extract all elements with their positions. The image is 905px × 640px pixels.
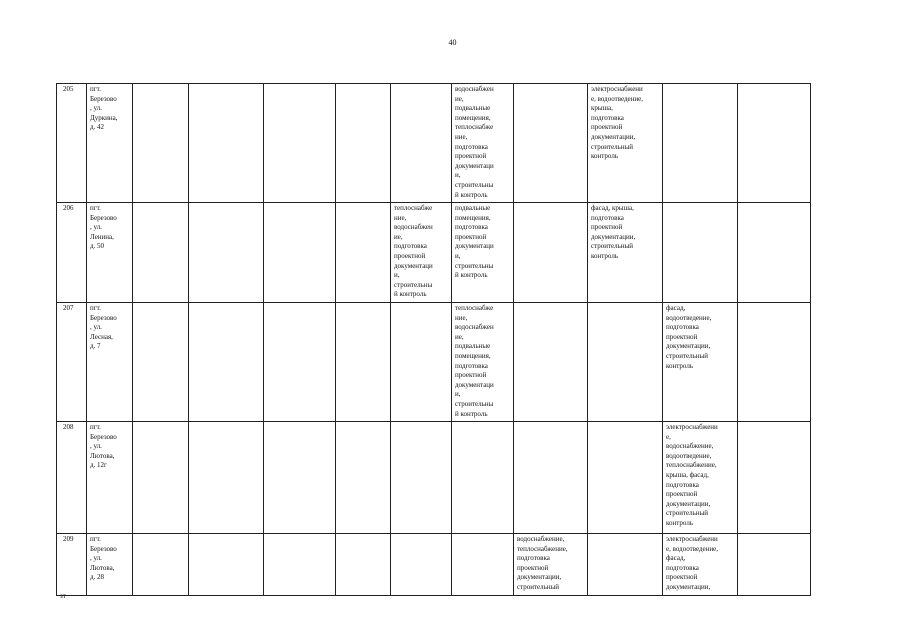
footer-mark: зт: [60, 592, 66, 600]
work-cell: [336, 203, 391, 303]
work-cell: [264, 422, 336, 534]
work-cell: [189, 422, 264, 534]
work-cell: [452, 303, 514, 422]
row-number-cell: 205: [57, 84, 87, 203]
work-cell: [133, 203, 189, 303]
work-cell: [663, 422, 738, 534]
page-number: 40: [448, 38, 457, 47]
work-cell: [189, 303, 264, 422]
work-cell: [336, 534, 391, 596]
address-cell: [87, 303, 133, 422]
work-cell: [514, 84, 588, 203]
work-cell: [391, 534, 452, 596]
work-cell: [514, 303, 588, 422]
work-cell: [336, 84, 391, 203]
work-text: теплоснабже ние, водоснабжен ие, подготовка проектной документаци и, строительны й контроль: [394, 204, 433, 299]
work-cell: [738, 303, 811, 422]
address-cell: [87, 203, 133, 303]
work-cell: [336, 303, 391, 422]
address-text: пгт. Березово , ул. Лютова, д. 28: [90, 535, 117, 582]
repair-schedule-table: [56, 83, 811, 596]
work-cell: [336, 422, 391, 534]
work-cell: [264, 203, 336, 303]
work-cell: [514, 534, 588, 596]
work-text: фасад, водоотведение, подготовка проектной документации, строительный контроль: [666, 304, 712, 370]
work-text: фасад, крыша, подготовка проектной документации, строительный контроль: [591, 204, 636, 260]
work-cell: [663, 203, 738, 303]
row-number-cell: 207: [57, 303, 87, 422]
work-cell: [738, 84, 811, 203]
work-text: электроснабжени е, водоотведение, фасад, подготовка проектной документации,: [666, 535, 718, 591]
work-cell: [452, 422, 514, 534]
work-text: электроснабжени е, водоснабжение, водоотведение, теплоснабжение, крыша, фасад, подготовка проектной документации, строительный контроль: [666, 423, 718, 527]
work-text: подвальные помещения, подготовка проектной документаци и, строительны й контроль: [455, 204, 494, 280]
work-cell: [133, 534, 189, 596]
address-cell: [87, 84, 133, 203]
work-cell: [391, 422, 452, 534]
work-cell: [264, 534, 336, 596]
work-cell: [514, 203, 588, 303]
work-text: водоснабжение, теплоснабжение, подготовка проектной документации, строительный: [517, 535, 568, 591]
row-number-cell: 209: [57, 534, 87, 596]
work-cell: [588, 203, 663, 303]
work-cell: [133, 422, 189, 534]
work-cell: [189, 203, 264, 303]
work-cell: [452, 534, 514, 596]
work-cell: [663, 303, 738, 422]
work-cell: [738, 534, 811, 596]
work-cell: [391, 84, 452, 203]
work-cell: [588, 84, 663, 203]
work-cell: [391, 303, 452, 422]
table-row: [57, 84, 811, 203]
work-cell: [264, 303, 336, 422]
work-cell: [588, 422, 663, 534]
address-cell: [87, 422, 133, 534]
work-cell: [588, 303, 663, 422]
work-cell: [738, 203, 811, 303]
work-cell: [514, 422, 588, 534]
work-text: теплоснабже ние, водоснабжен ие, подвальные помещения, подготовка проектной документаци и, строительны й контроль: [455, 304, 494, 418]
row-number-cell: 208: [57, 422, 87, 534]
work-cell: [133, 303, 189, 422]
work-cell: [738, 422, 811, 534]
table-row: [57, 303, 811, 422]
work-cell: [391, 203, 452, 303]
work-cell: [133, 84, 189, 203]
work-cell: [452, 84, 514, 203]
work-text: электроснабжени е, водоотведение, крыша, подготовка проектной документации, строительный контроль: [591, 85, 643, 161]
table-row: [57, 203, 811, 303]
work-cell: [663, 84, 738, 203]
work-cell: [663, 534, 738, 596]
address-text: пгт. Березово , ул. Дуркина, д. 42: [90, 85, 118, 132]
address-text: пгт. Березово , ул. Лютова, д. 12г: [90, 423, 117, 470]
work-cell: [452, 203, 514, 303]
address-text: пгт. Березово , ул. Ленина, д. 50: [90, 204, 117, 251]
work-cell: [189, 534, 264, 596]
table-row: [57, 534, 811, 596]
work-text: водоснабжен ие, подвальные помещения, теплоснабже ние, подготовка проектной документаци и, строительны й контроль: [455, 85, 494, 199]
work-cell: [588, 534, 663, 596]
work-cell: [264, 84, 336, 203]
work-cell: [189, 84, 264, 203]
row-number-cell: 206: [57, 203, 87, 303]
address-cell: [87, 534, 133, 596]
table-row: [57, 422, 811, 534]
address-text: пгт. Березово , ул. Лесная, д. 7: [90, 304, 117, 351]
